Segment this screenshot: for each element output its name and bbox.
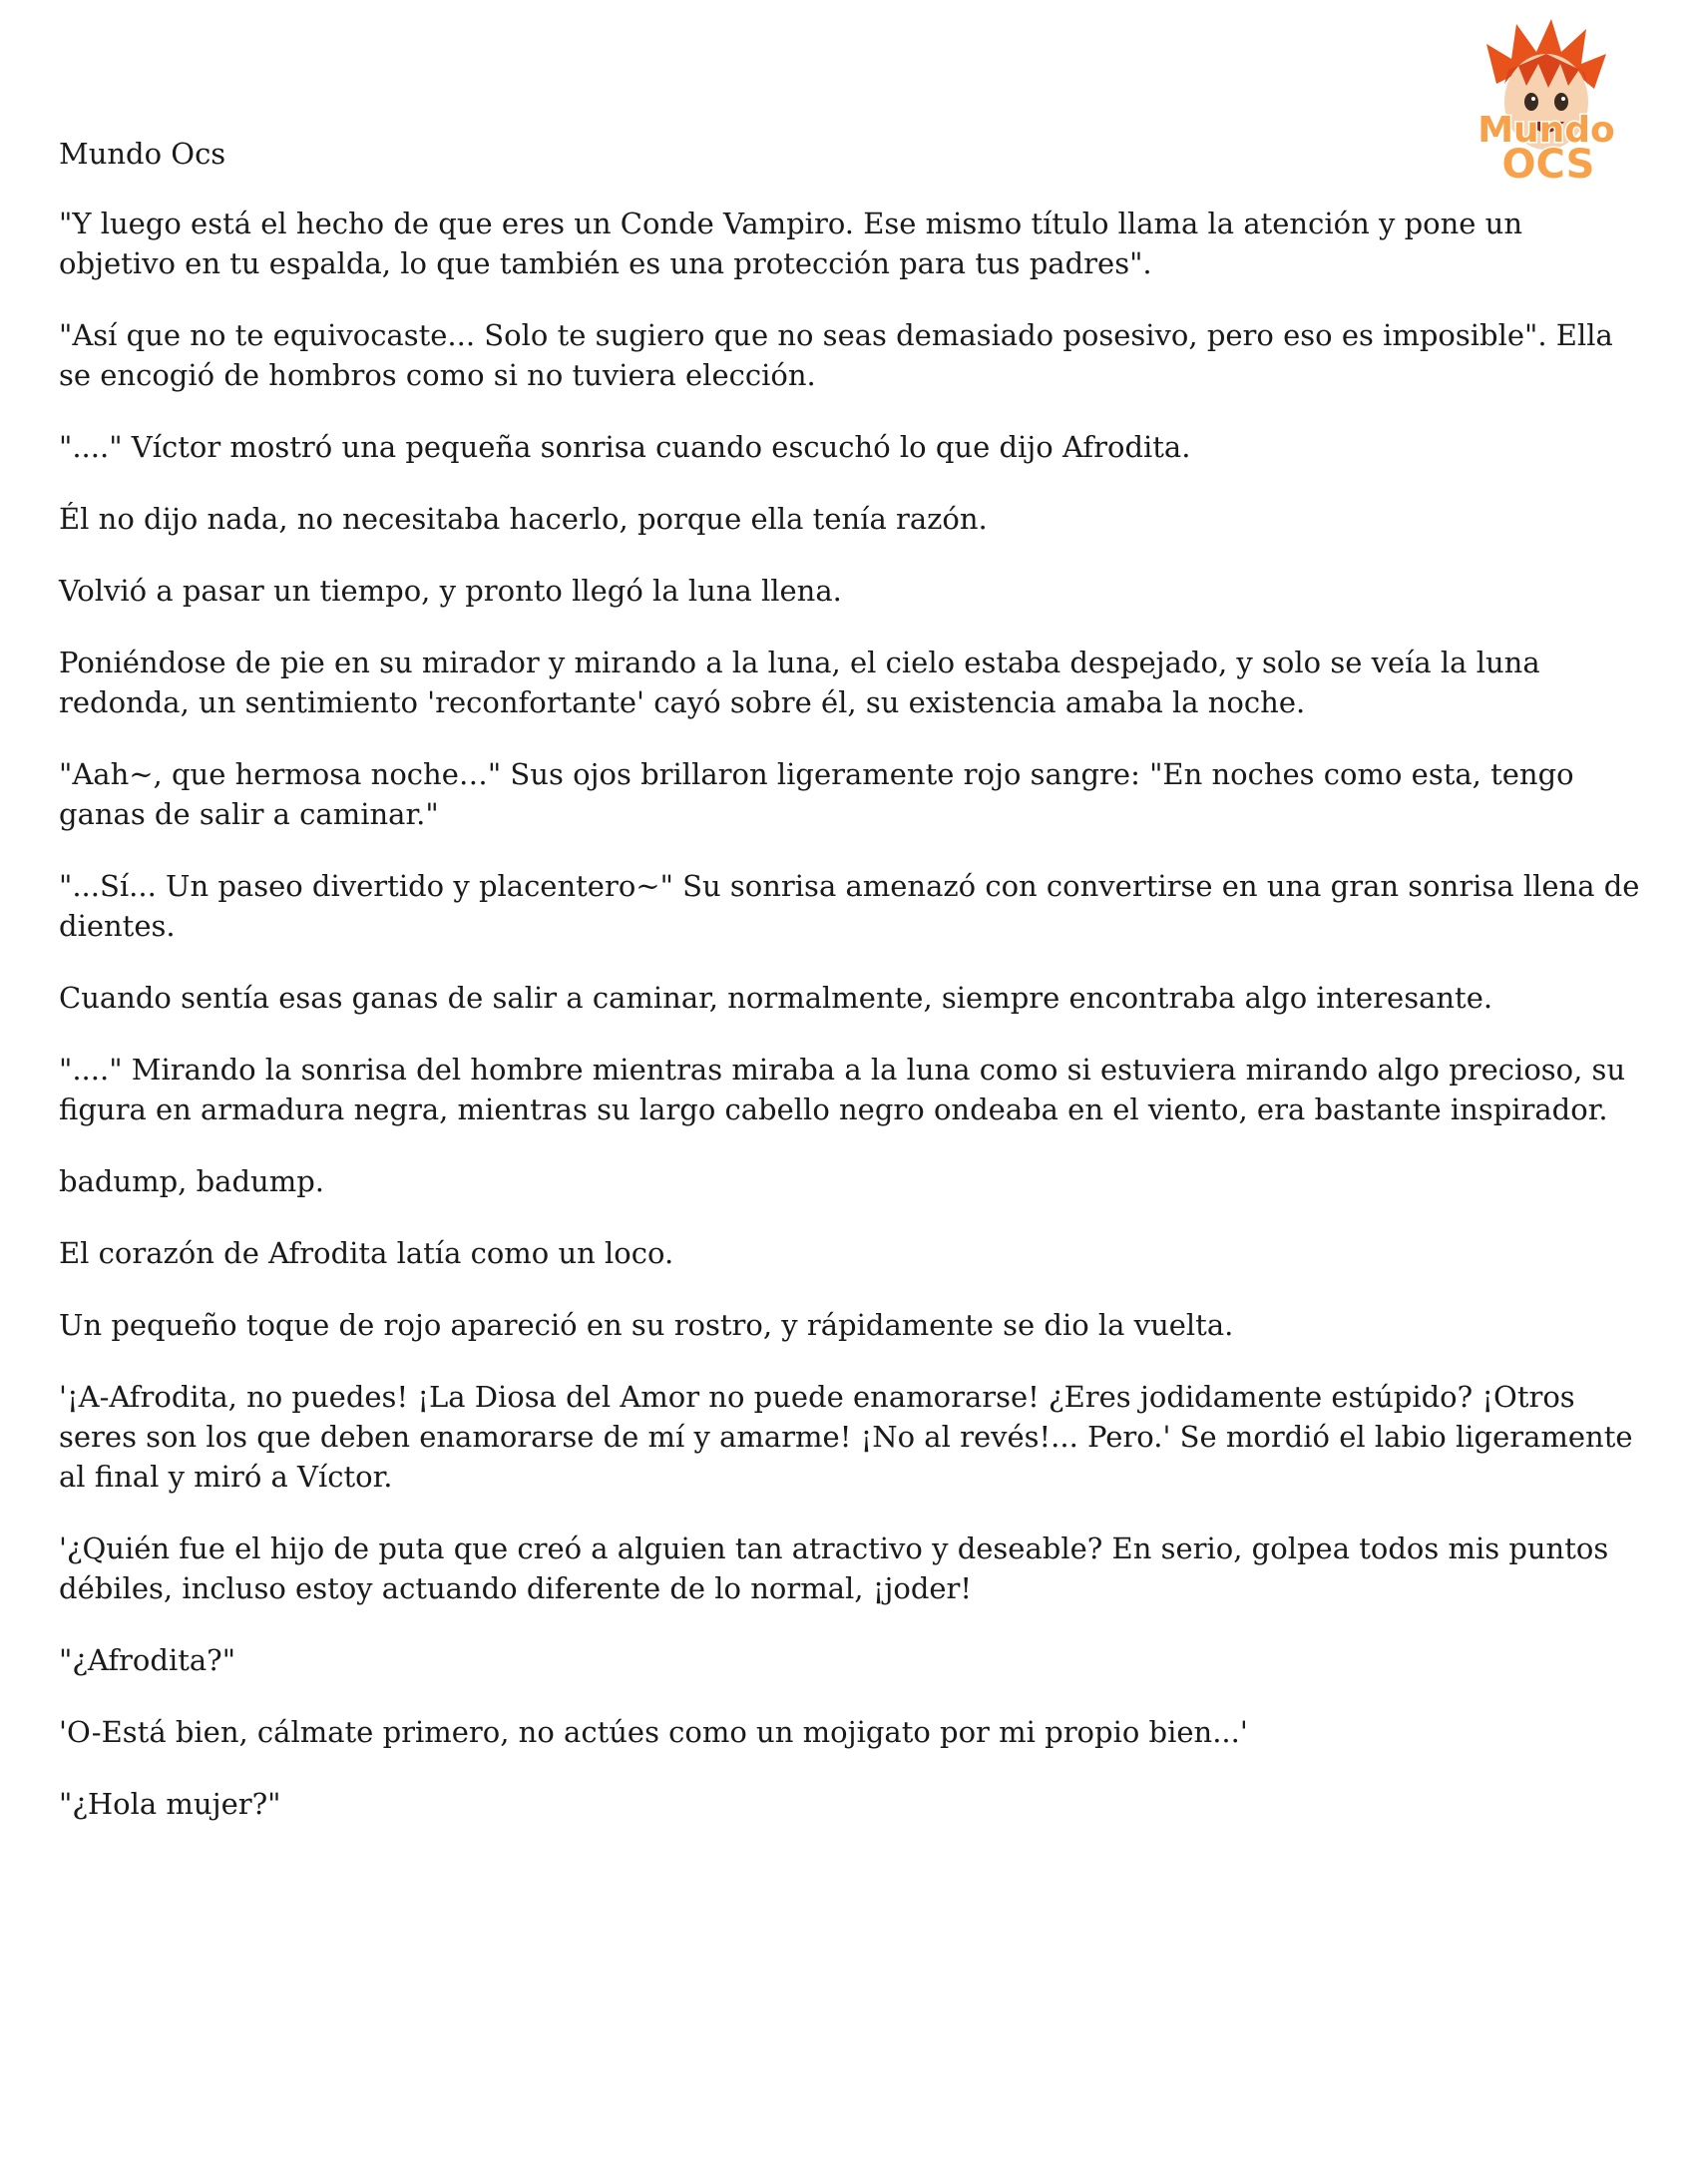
logo-eye-right (1554, 93, 1568, 111)
logo-graphic (1457, 14, 1636, 184)
paragraph: Un pequeño toque de rojo apareció en su rostro, y rápidamente se dio la vuelta. (59, 1308, 1234, 1342)
paragraph: badump, badump. (59, 1164, 324, 1198)
paragraph: Él no dijo nada, no necesitaba hacerlo, porque ella tenía razón. (59, 502, 988, 536)
page-title: Mundo Ocs (59, 137, 226, 171)
paragraph: Cuando sentía esas ganas de salir a caminar, normalmente, siempre encontraba algo interesante. (59, 981, 1493, 1015)
paragraph: "...." Mirando la sonrisa del hombre mientras miraba a la luna como si estuviera mirando algo precioso, su figura en armadura negra, mientras su largo cabello negro ondeaba en el viento, era bastante inspirador. (59, 1053, 1626, 1126)
paragraph: "...Sí... Un paseo divertido y placentero~" Su sonrisa amenazó con convertirse en una gran sonrisa llena de dientes. (59, 869, 1640, 943)
paragraph: "Así que no te equivocaste... Solo te sugiero que no seas demasiado posesivo, pero eso es imposible". Ella se encogió de hombros como si no tuviera elección. (59, 318, 1613, 392)
paragraph: "Aah~, que hermosa noche…" Sus ojos brillaron ligeramente rojo sangre: "En noches como esta, tengo ganas de salir a caminar." (59, 757, 1574, 831)
paragraph: '¿Quién fue el hijo de puta que creó a alguien tan atractivo y deseable? En serio, golpea todos mis puntos débiles, incluso estoy actuando diferente de lo normal, ¡joder! (59, 1531, 1609, 1605)
logo-text-bottom: OCS (1501, 142, 1595, 184)
logo-eye-left (1524, 93, 1538, 111)
paragraph: 'O-Está bien, cálmate primero, no actúes como un mojigato por mi propio bien...' (59, 1715, 1248, 1749)
logo-eye-shine-left (1531, 97, 1535, 101)
document-body (59, 204, 1645, 1856)
paragraph: "...." Víctor mostró una pequeña sonrisa cuando escuchó lo que dijo Afrodita. (59, 430, 1191, 464)
logo-text-top: Mundo (1477, 110, 1615, 151)
paragraph: El corazón de Afrodita latía como un loco. (59, 1236, 674, 1270)
logo-eye-shine-right (1561, 97, 1565, 101)
paragraph: "¿Hola mujer?" (59, 1787, 281, 1821)
paragraph: "¿Afrodita?" (59, 1643, 236, 1677)
paragraph: "Y luego está el hecho de que eres un Conde Vampiro. Ese mismo título llama la atención y pone un objetivo en tu espalda, lo que también es una protección para tus padres". (59, 207, 1523, 280)
paragraph: '¡A-Afrodita, no puedes! ¡La Diosa del Amor no puede enamorarse! ¿Eres jodidamente estúpido? ¡Otros seres son los que deben enamorarse de mí y amarme! ¡No al revés!... Pero.' Se mordió el labio ligeramente al final y miró a Víctor. (59, 1380, 1633, 1494)
paragraph: Poniéndose de pie en su mirador y mirando a la luna, el cielo estaba despejado, y solo se veía la luna redonda, un sentimiento 'reconfortante' cayó sobre él, su existencia amaba la noche. (59, 646, 1540, 719)
paragraph: Volvió a pasar un tiempo, y pronto llegó la luna llena. (59, 574, 842, 608)
mundo-ocs-logo (1457, 14, 1636, 184)
